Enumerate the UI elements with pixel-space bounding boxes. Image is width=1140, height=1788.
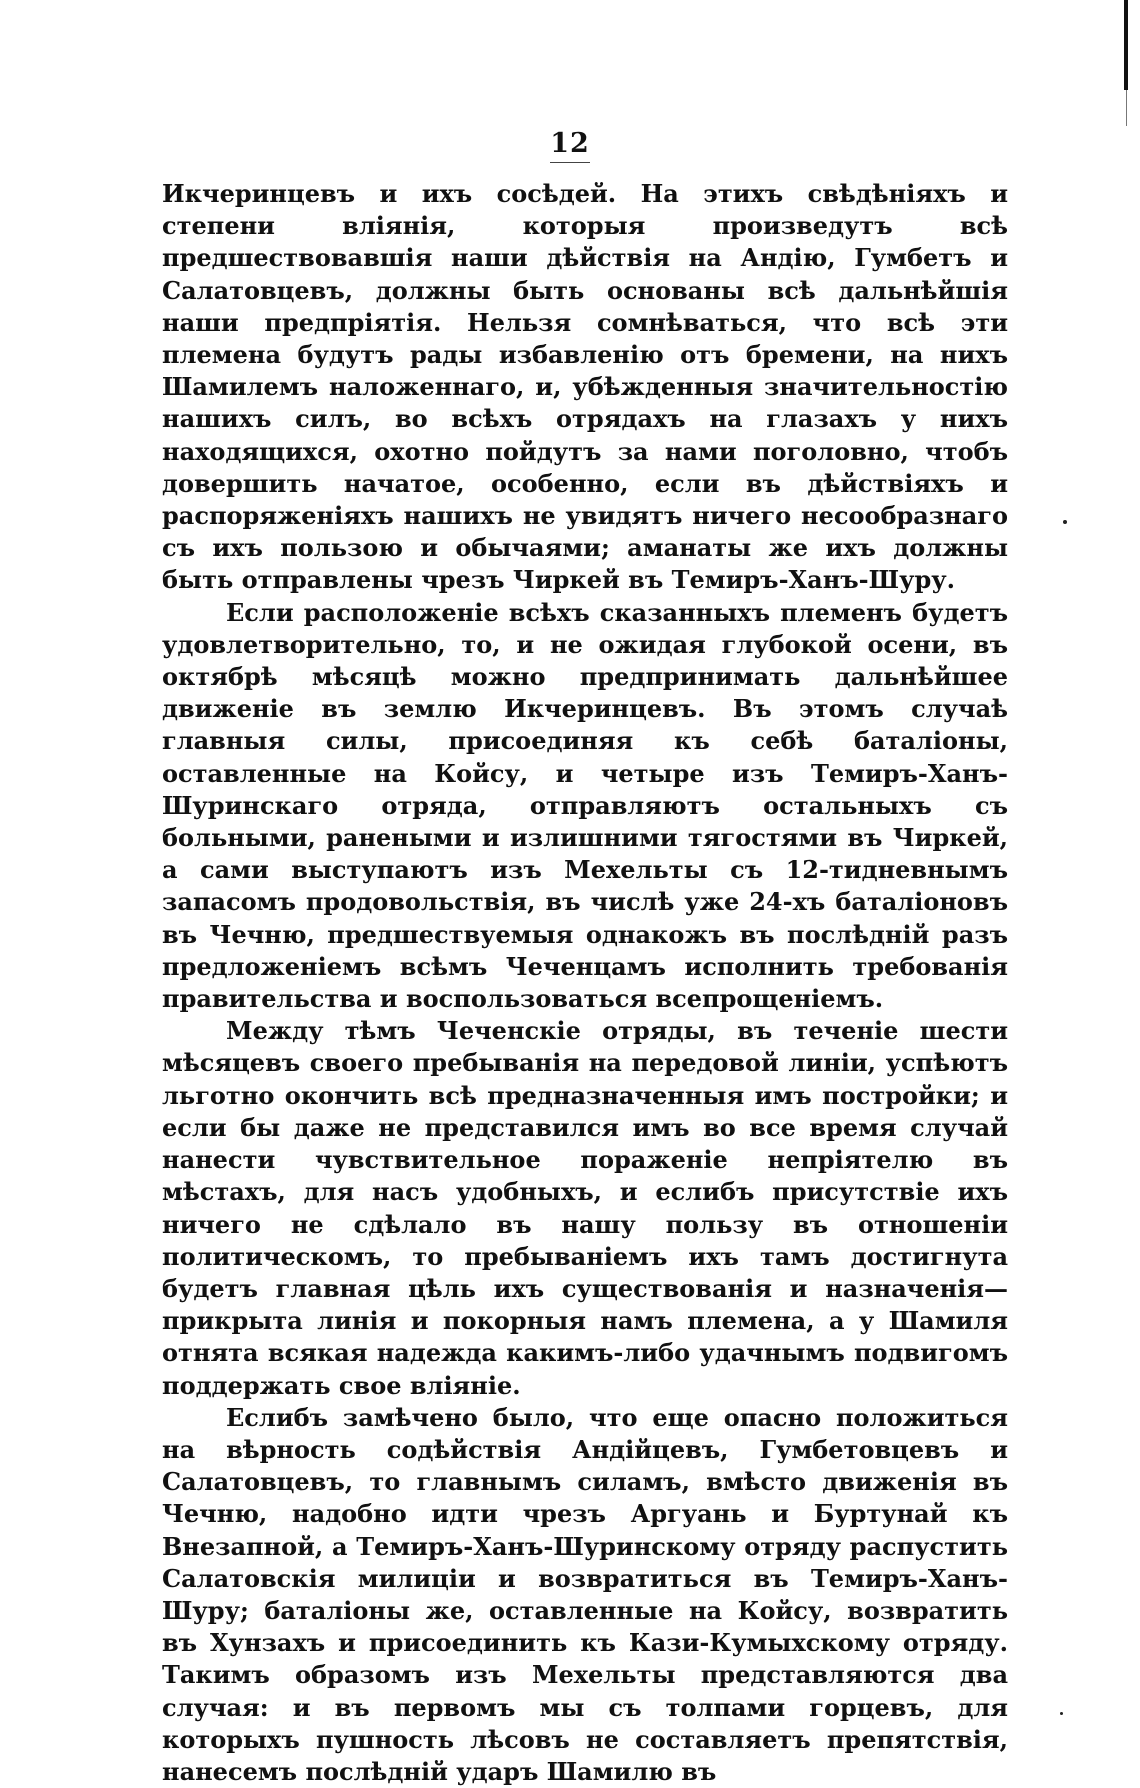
- page-number: 12: [550, 128, 590, 159]
- page-edge-mark-thin: [1126, 90, 1127, 126]
- page-number-underline: [550, 162, 590, 163]
- ink-speck: [1060, 1712, 1063, 1715]
- paragraph-1: Икчеринцевъ и ихъ сосѣдей. На этихъ свѣдѣніяхъ и степени вліянія, которыя произведутъ всѣ предшествовавшія наши дѣйствія на Андію, Гумбетъ и Салатовцевъ, должны быть основаны всѣ дальнѣйшія наши предпріятія. Нельзя сомнѣваться, что всѣ эти племена будутъ рады избавленію отъ бремени, на нихъ Шамилемъ наложеннаго, и, убѣжденныя значительностію нашихъ силъ, во всѣхъ отрядахъ на глазахъ у нихъ находящихся, охотно пойдутъ за нами поголовно, чтобъ довершить начатое, особенно, если въ дѣйствіяхъ и распоряженіяхъ нашихъ не увидятъ ничего несообразнаго съ ихъ пользою и обычаями; аманаты же ихъ должны быть отправлены чрезъ Чиркей въ Темиръ-Ханъ-Шуру.: [162, 179, 1008, 595]
- body-text: [162, 178, 1008, 1788]
- page-edge-mark: [1124, 0, 1128, 90]
- paragraph-3: Между тѣмъ Чеченскіе отряды, въ теченіе шести мѣсяцевъ своего пребыванія на передовой линіи, успѣютъ льготно окончить всѣ предназначенныя имъ постройки; и если бы даже не представился имъ во все время случай нанести чувствительное пораженіе непріятелю въ мѣстахъ, для насъ удобныхъ, и еслибъ присутствіе ихъ ничего не сдѣлало въ нашу пользу въ отношеніи политическомъ, то пребываніемъ ихъ тамъ достигнута будетъ главная цѣль ихъ существованія и назначенія—прикрыта линія и покорныя намъ племена, а у Шамиля отнята всякая надежда какимъ-либо удачнымъ подвигомъ поддержать свое вліяніе.: [162, 1016, 1008, 1400]
- paragraph-4: Еслибъ замѣчено было, что еще опасно положиться на вѣрность содѣйствія Андійцевъ, Гумбетовцевъ и Салатовцевъ, то главнымъ силамъ, вмѣсто движенія въ Чечню, надобно идти чрезъ Аргуань и Буртунай къ Внезапной, а Темиръ-Ханъ-Шуринскому отряду распустить Салатовскія милиціи и возвратиться въ Темиръ-Ханъ-Шуру; баталіоны же, оставленные на Койсу, возвратить въ Хунзахъ и присоединить къ Кази-Кумыхскому отряду. Такимъ образомъ изъ Мехельты представляются два случая: и въ первомъ мы съ толпами горцевъ, для которыхъ пушность лѣсовъ не составляетъ препятствія, нанесемъ послѣдній ударъ Шамилю въ: [162, 1402, 1008, 1786]
- ink-speck: [1063, 520, 1067, 524]
- paragraph-2: Если расположеніе всѣхъ сказанныхъ племенъ будетъ удовлетворительно, то, и не ожидая глубокой осени, въ октябрѣ мѣсяцѣ можно предпринимать дальнѣйшее движеніе въ землю Икчеринцевъ. Въ этомъ случаѣ главныя силы, присоединяя къ себѣ баталіоны, оставленные на Койсу, и четыре изъ Темиръ-Ханъ-Шуринскаго отряда, отправляютъ остальныхъ съ больными, ранеными и излишними тягостями въ Чиркей, а сами выступаютъ изъ Мехельты съ 12-тидневнымъ запасомъ продовольствія, въ числѣ уже 24-хъ баталіоновъ въ Чечню, предшествуемыя однакожъ въ послѣдній разъ предложеніемъ всѣмъ Чеченцамъ исполнить требованія правительства и воспользоваться всепрощеніемъ.: [162, 597, 1008, 1014]
